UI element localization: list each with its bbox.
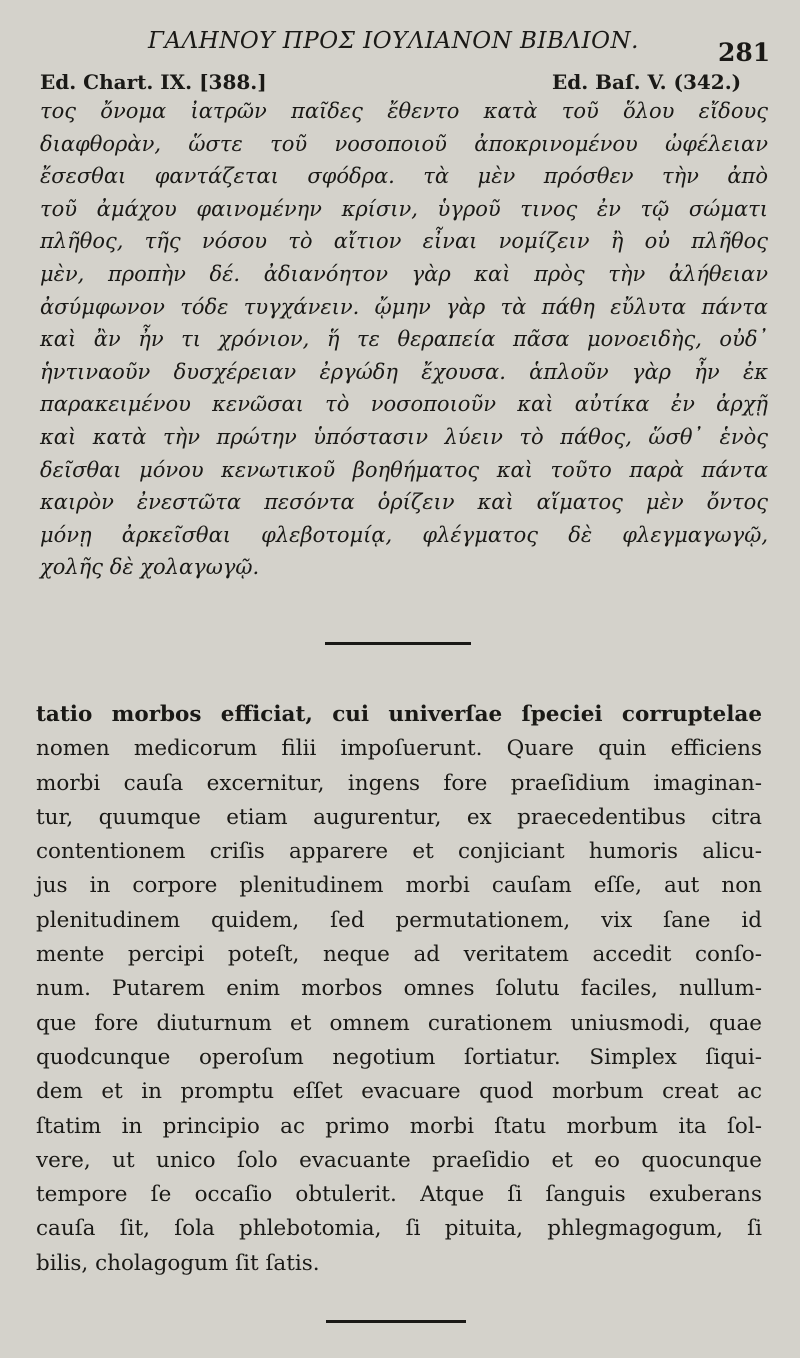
latin-line: que fore diuturnum et omnem curationem uniusmodi, quae xyxy=(36,1010,762,1036)
greek-line: ἔσεσθαι φαντάζεται σφόδρα. τὰ μὲν πρόσθεν τὴν ἀπὸ xyxy=(40,164,768,189)
edition-reference-chartier: Ed. Chart. IX. [388.] xyxy=(40,70,267,94)
edition-reference-basel: Ed. Baſ. V. (342.) xyxy=(552,70,742,94)
latin-line: contentionem criſis apparere et conjiciant humoris alicu- xyxy=(36,839,762,865)
page-number: 281 xyxy=(718,38,771,67)
greek-line: δεῖσθαι μόνου κενωτικοῦ βοηθήματος καὶ τοῦτο παρὰ πάντα xyxy=(40,457,768,482)
latin-line: tempore ſe occaſio obtulerit. Atque ſi ſanguis exuberans xyxy=(36,1182,762,1208)
latin-line: bilis, cholagogum ſit ſatis. xyxy=(36,1250,320,1276)
latin-line: nomen medicorum filii impoſuerunt. Quare quin efficiens xyxy=(36,736,762,762)
latin-line: dem et in promptu eſſet evacuare quod morbum creat ac xyxy=(36,1079,762,1105)
greek-line: μὲν, προπὴν δέ. ἀδιανόητον γὰρ καὶ πρὸς τὴν ἀλήθειαν xyxy=(40,261,768,286)
greek-text-block xyxy=(40,95,768,584)
running-title: ΓΑΛΗΝΟΥ ΠΡΟΣ ΙΟΥΛΙΑΝΟΝ ΒΙΒΛΙΟΝ. xyxy=(148,28,639,54)
latin-line: morbi cauſa excernitur, ingens fore praeſidium imaginan- xyxy=(36,770,762,796)
latin-line: plenitudinem quidem, ſed permutationem, vix ſane id xyxy=(36,907,762,933)
latin-line: jus in corpore plenitudinem morbi cauſam eſſe, aut non xyxy=(36,873,762,899)
latin-line: quodcunque operoſum negotium ſortiatur. Simplex ſiqui- xyxy=(36,1044,762,1070)
latin-line: vere, ut unico ſolo evacuante praeſidio et eo quocunque xyxy=(36,1147,762,1173)
latin-text-block xyxy=(36,698,762,1281)
greek-line: τοῦ ἀμάχου φαινομένην κρίσιν, ὑγροῦ τινος ἐν τῷ σώματι xyxy=(40,196,768,221)
greek-line: μόνῃ ἀρκεῖσθαι φλεβοτομίᾳ, φλέγματος δὲ φλεγμαγωγῷ, xyxy=(40,522,768,547)
greek-line: παρακειμένου κενῶσαι τὸ νοσοποιοῦν καὶ αὐτίκα ἐν ἀρχῇ xyxy=(40,392,768,417)
greek-line: διαφθορὰν, ὥστε τοῦ νοσοποιοῦ ἀποκρινομένου ὠφέλειαν xyxy=(40,131,768,156)
greek-line: πλῆθος, τῆς νόσου τὸ αἴτιον εἶναι νομίζειν ἢ οὐ πλῆθος xyxy=(40,229,768,254)
latin-line: mente percipi poteſt, neque ad veritatem accedit conſo- xyxy=(36,942,762,968)
section-divider xyxy=(325,642,471,645)
end-divider xyxy=(326,1320,466,1323)
greek-line: χολῆς δὲ χολαγωγῷ. xyxy=(40,555,260,580)
greek-line: ἡντιναοῦν δυσχέρειαν ἐργώδη ἔχουσα. ἁπλοῦν γὰρ ἦν ἐκ xyxy=(40,359,768,384)
latin-line: tur, quumque etiam augurentur, ex praecedentibus citra xyxy=(36,804,762,830)
latin-line: num. Putarem enim morbos omnes ſolutu faciles, nullum- xyxy=(36,976,762,1002)
greek-line: καὶ κατὰ τὴν πρώτην ὑπόστασιν λύειν τὸ πάθος, ὥσθ᾿ ἑνὸς xyxy=(40,424,768,449)
greek-line: καὶ ἂν ἦν τι χρόνιον, ἥ τε θεραπεία πᾶσα μονοειδὴς, οὐδ᾿ xyxy=(40,327,768,352)
greek-line: καιρὸν ἐνεστῶτα πεσόντα ὁρίζειν καὶ αἵματος μὲν ὄντος xyxy=(40,490,768,515)
latin-line: cauſa ſit, ſola phlebotomia, ſi pituita, phlegmagogum, ſi xyxy=(36,1216,762,1242)
greek-line: ἀσύμφωνον τόδε τυγχάνειν. ᾤμην γὰρ τὰ πάθη εὔλυτα πάντα xyxy=(40,294,768,319)
latin-line: tatio morbos efficiat, cui univerſae ſpeciei corruptelae xyxy=(36,702,762,727)
greek-line: τος ὄνομα ἰατρῶν παῖδες ἔθεντο κατὰ τοῦ ὅλου εἴδους xyxy=(40,99,768,123)
latin-line: ſtatim in principio ac primo morbi ſtatu morbum ita ſol- xyxy=(36,1113,762,1139)
